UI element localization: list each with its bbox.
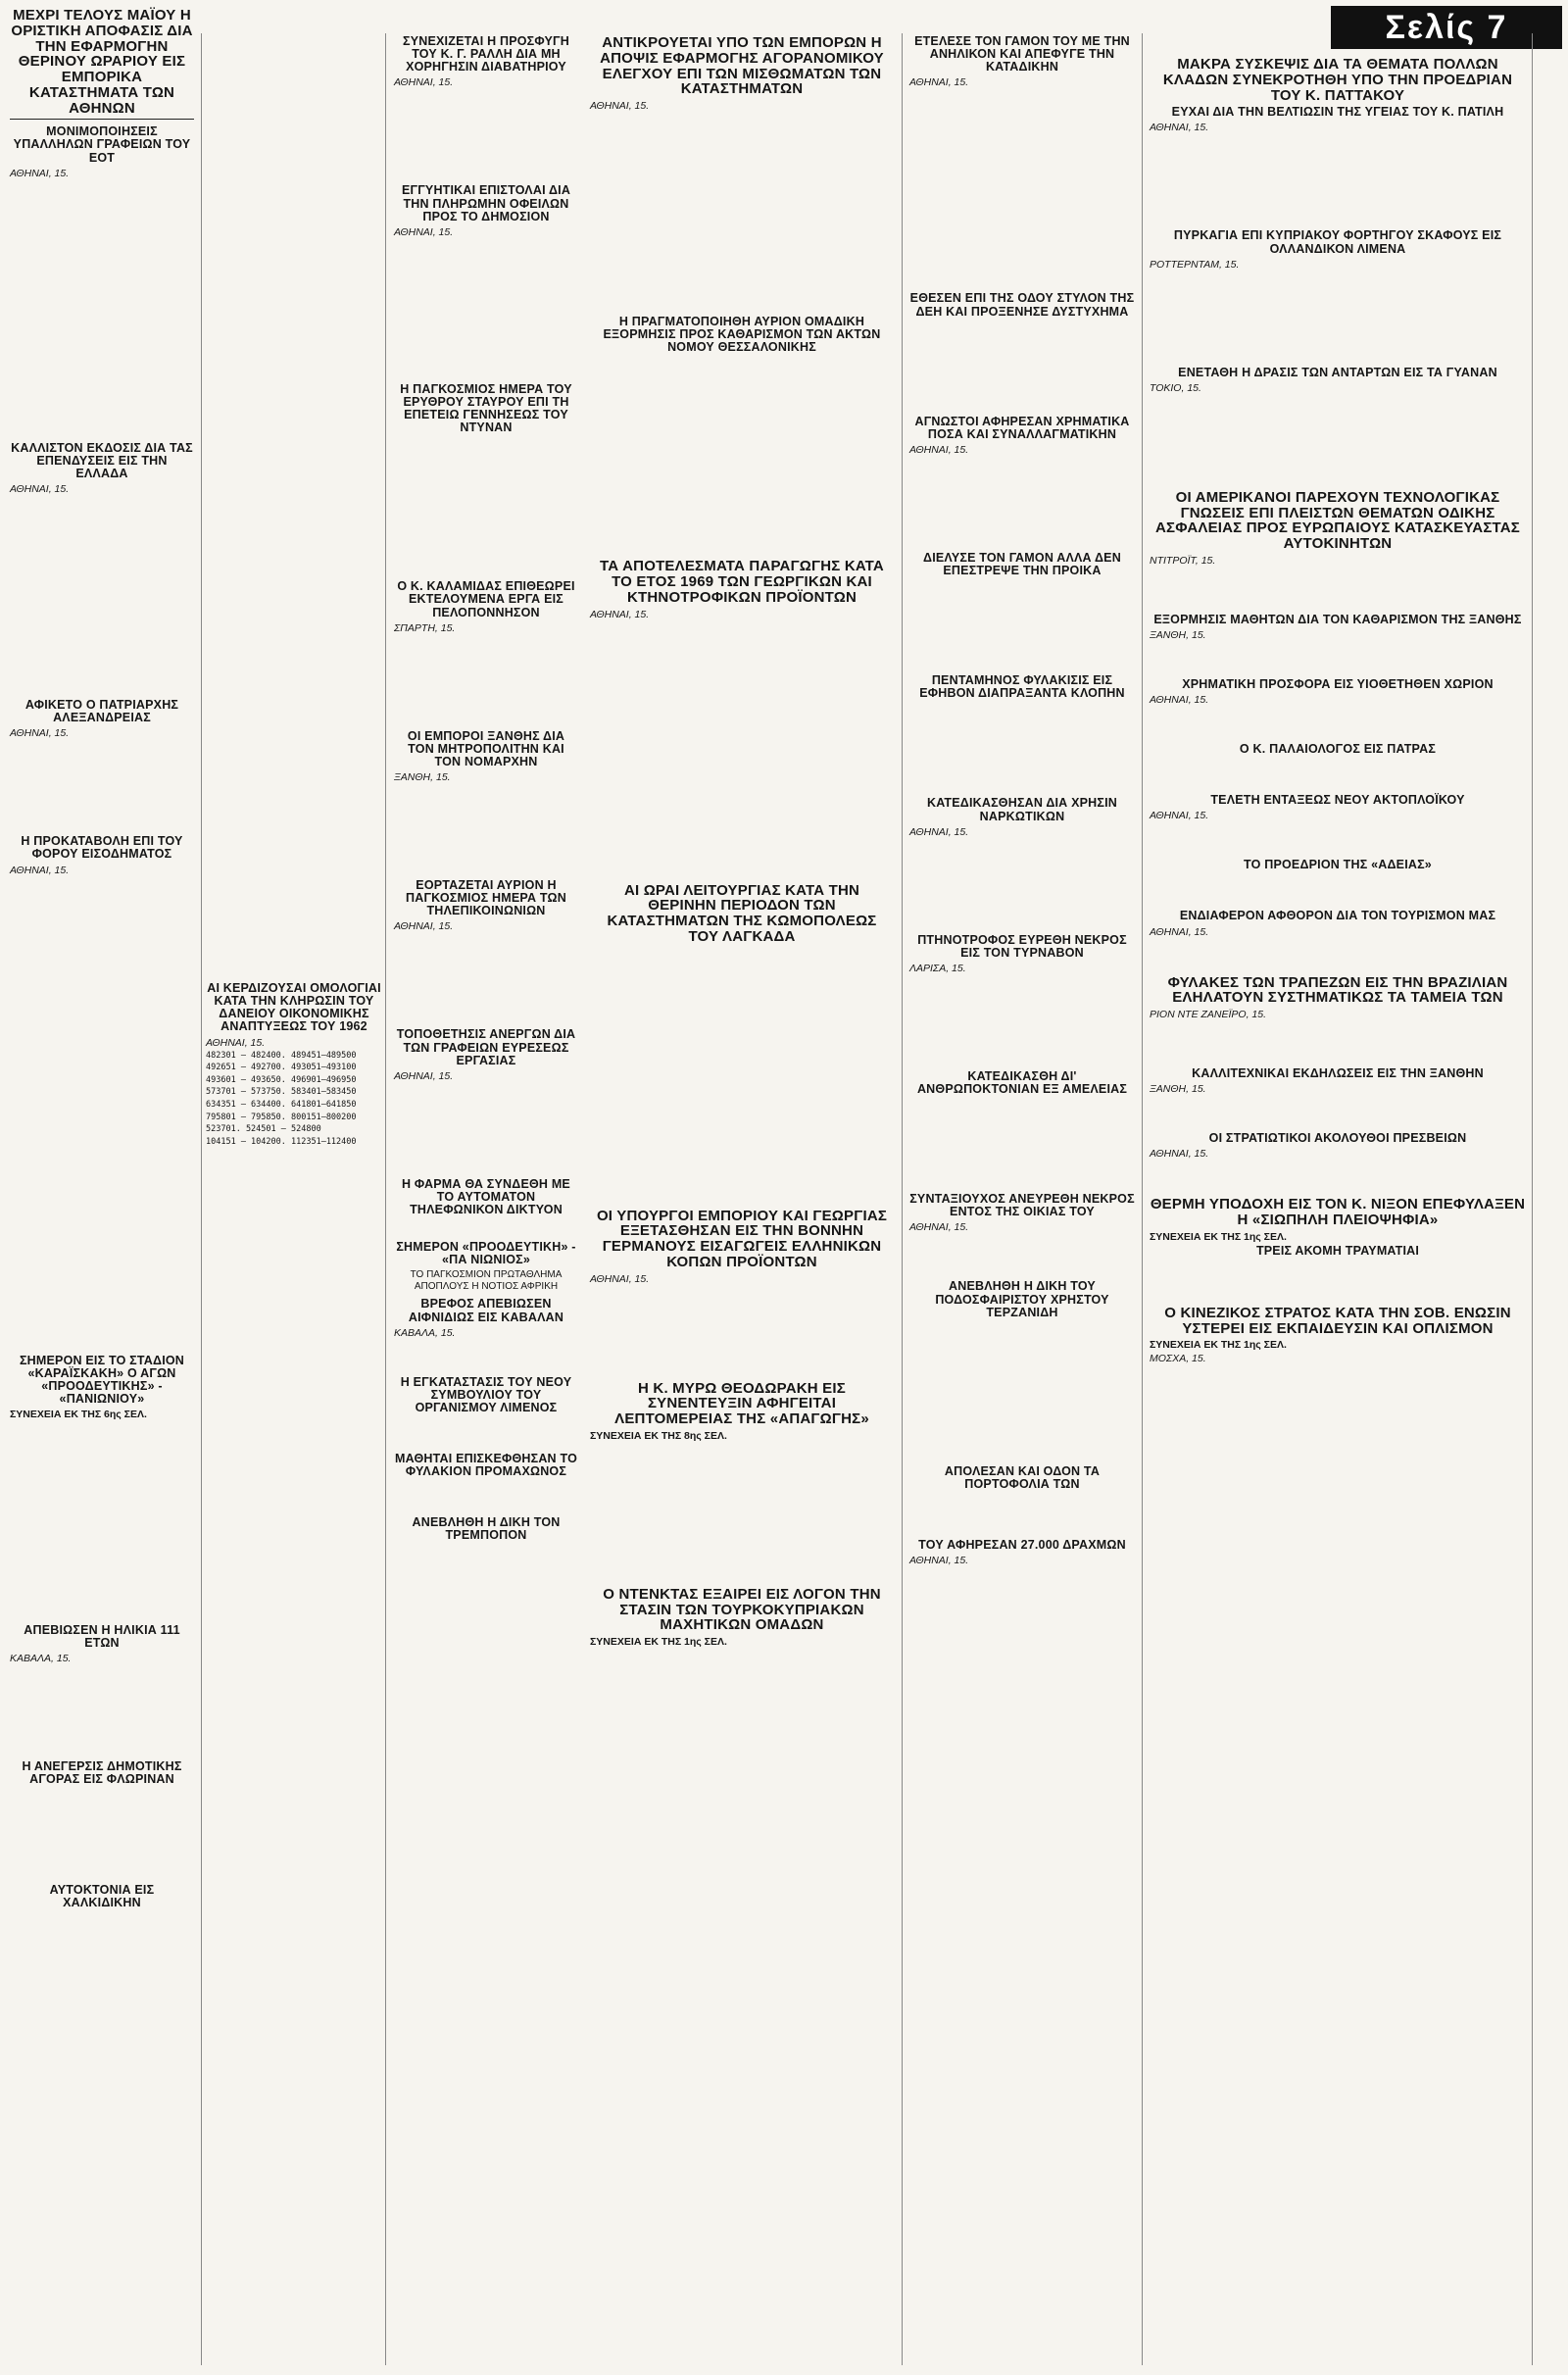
dateline: ΑΘΗΝΑΙ, 15.	[1150, 1148, 1209, 1161]
dateline: ΑΘΗΝΑΙ, 15.	[1150, 925, 1209, 938]
headline: ΑΓΝΩΣΤΟΙ ΑΦΗΡΕΣΑΝ ΧΡΗΜΑΤΙΚΑ ΠΟΣΑ ΚΑΙ ΣΥΝΑΛΛΑΓΜΑΤΙΚΗΝ	[914, 414, 1130, 441]
dateline: ΑΘΗΝΑΙ, 15.	[590, 100, 650, 112]
lottery-row: 104151 — 104200. 112351—112400	[206, 1136, 357, 1147]
headline: Ο ΚΙΝΕΖΙΚΟΣ ΣΤΡΑΤΟΣ ΚΑΤΑ ΤΗΝ ΣΟΒ. ΕΝΩΣΙΝ ΥΣΤΕΡΕΙ ΕΙΣ ΕΚΠΑΙΔΕΥΣΙΝ ΚΑΙ ΟΠΛΙΣΜΟΝ	[1164, 1304, 1511, 1337]
article-myro-theodoraki	[590, 1381, 894, 1581]
article-military-attaches	[1150, 1132, 1526, 1191]
headline: ΕΘΕΣΕΝ ΕΠΙ ΤΗΣ ΟΔΟΥ ΣΤΥΛΟΝ ΤΗΣ ΔΕΗ ΚΑΙ ΠΡΟΞΕΝΗΣΕ ΔΥΣΤΥΧΗΜΑ	[909, 291, 1135, 319]
headline: ΜΟΝΙΜΟΠΟΙΗΣΕΙΣ ΥΠΑΛΛΗΛΩΝ ΓΡΑΦΕΙΩΝ ΤΟΥ ΕΟΤ	[13, 124, 191, 165]
headline: Η ΦΑΡΜΑ ΘΑ ΣΥΝΔΕΘΗ ΜΕ ΤΟ ΑΥΤΟΜΑΤΟΝ ΤΗΛΕΦΩΝΙΚΟΝ ΔΙΚΤΥΟΝ	[402, 1176, 570, 1216]
article-eot-staff	[10, 125, 194, 435]
headline: ΤΟ ΠΡΟΕΔΡΙΟΝ ΤΗΣ «ΑΔΕΙΑΣ»	[1244, 858, 1432, 872]
article-trempopoulos	[394, 1516, 578, 1542]
headline: ΑΙ ΚΕΡΔΙΖΟΥΣΑΙ ΟΜΟΛΟΓΙΑΙ ΚΑΤΑ ΤΗΝ ΚΛΗΡΩΣΙΝ ΤΟΥ ΔΑΝΕΙΟΥ ΟΙΚΟΝΟΜΙΚΗΣ ΑΝΑΠΤΥΞΕΩΣ ΤΟΥ 1962	[207, 981, 381, 1034]
article-road-safety	[1150, 490, 1526, 608]
article-chinese-army	[1150, 1306, 1526, 1365]
headline: Η ΠΡΑΓΜΑΤΟΠΟΙΗΘΗ ΑΥΡΙΟΝ ΟΜΑΔΙΚΗ ΕΞΟΡΜΗΣΙΣ ΠΡΟΣ ΚΑΘΑΡΙΣΜΟΝ ΤΩΝ ΑΚΤΩΝ ΝΟΜΟΥ ΘΕΣΣΑΛΟΝΙΚΗΣ	[603, 315, 881, 355]
column-5	[1146, 55, 1530, 2367]
article-negligence	[909, 1070, 1135, 1187]
headline: ΜΑΘΗΤΑΙ ΕΠΙΣΚΕΦΘΗΣΑΝ ΤΟ ΦΥΛΑΚΙΟΝ ΠΡΟΜΑΧΩΝΟΣ	[394, 1452, 577, 1479]
continuation-note: ΣΥΝΕΧΕΙΑ ΕΚ ΤΗΣ 8ης ΣΕΛ.	[590, 1429, 727, 1442]
headline: ΤΟΥ ΑΦΗΡΕΣΑΝ 27.000 ΔΡΑΧΜΩΝ	[918, 1538, 1126, 1552]
headline: ΟΙ ΕΜΠΟΡΟΙ ΞΑΝΘΗΣ ΔΙΑ ΤΟΝ ΜΗΤΡΟΠΟΛΙΤΗΝ ΚΑΙ ΤΟΝ ΝΟΜΑΡΧΗΝ	[407, 728, 565, 768]
article-xanthi-arts	[1150, 1067, 1526, 1126]
column-3	[586, 33, 898, 2367]
article-palaiologos	[1150, 743, 1526, 788]
dateline: ΛΑΡΙΣΑ, 15.	[909, 962, 966, 974]
article-red-cross	[394, 383, 578, 575]
column-rule	[385, 33, 386, 2365]
headline: ΑΦΙΚΕΤΟ Ο ΠΑΤΡΙΑΡΧΗΣ ΑΛΕΞΑΝΔΡΕΙΑΣ	[24, 698, 179, 725]
headline: ΜΑΚΡΑ ΣΥΣΚΕΨΙΣ ΔΙΑ ΤΑ ΘΕΜΑΤΑ ΠΟΛΛΩΝ ΚΛΑΔΩΝ ΣΥΝΕΚΡΟΤΗΘΗ ΥΠΟ ΤΗΝ ΠΡΟΕΔΡΙΑΝ ΤΟΥ Κ. ΠΑΤΤΑΚΟΥ	[1162, 56, 1513, 104]
headline: Η ΠΡΟΚΑΤΑΒΟΛΗ ΕΠΙ ΤΟΥ ΦΟΡΟΥ ΕΙΣΟΔΗΜΑΤΟΣ	[21, 834, 183, 862]
headline: ΠΥΡΚΑΓΙΑ ΕΠΙ ΚΥΠΡΙΑΚΟΥ ΦΟΡΤΗΓΟΥ ΣΚΑΦΟΥΣ ΕΙΣ ΟΛΛΑΝΔΙΚΟΝ ΛΙΜΕΝΑ	[1173, 228, 1502, 256]
dateline: ΑΘΗΝΑΙ, 15.	[10, 864, 70, 876]
lottery-row: 492651 — 492700. 493051—493100	[206, 1063, 357, 1073]
dateline: ΑΘΗΝΑΙ, 15.	[206, 1036, 266, 1049]
lottery-row: 634351 — 634400. 641801—641850	[206, 1100, 357, 1110]
headline: Ο ΝΤΕΝΚΤΑΣ ΕΞΑΙΡΕΙ ΕΙΣ ΛΟΓΟΝ ΤΗΝ ΣΤΑΣΙΝ ΤΩΝ ΤΟΥΡΚΟΚΥΠΡΙΑΚΩΝ ΜΑΧΗΤΙΚΩΝ ΟΜΑΔΩΝ	[603, 1585, 881, 1634]
headline: ΑΝΕΒΛΗΘΗ Η ΔΙΚΗ ΤΟΝ ΤΡΕΜΠΟΠΟΝ	[412, 1515, 561, 1543]
article-brazil-guards	[1150, 975, 1526, 1063]
headline: Ο Κ. ΚΑΛΑΜΙΔΑΣ ΕΠΙΘΕΩΡΕΙ ΕΚΤΕΛΟΥΜΕΝΑ ΕΡΓΑ ΕΙΣ ΠΕΛΟΠΟΝΝΗΣΟΝ	[397, 579, 575, 619]
headline: ΚΑΤΕΔΙΚΑΣΘΗ ΔΙ' ΑΝΘΡΩΠΟΚΤΟΝΙΑΝ ΕΞ ΑΜΕΛΕΙΑΣ	[916, 1068, 1128, 1096]
article-wedding	[909, 35, 1135, 286]
article-guarantee-letters	[394, 184, 578, 376]
headline: Η Κ. ΜΥΡΩ ΘΕΟΔΩΡΑΚΗ ΕΙΣ ΣΥΝΕΝΤΕΥΞΙΝ ΑΦΗΓΕΙΤΑΙ ΛΕΠΤΟΜΕΡΕΙΑΣ ΤΗΣ «ΑΠΑΓΩΓΗΣ»	[614, 1379, 869, 1428]
dateline: ΡΙΟΝ ΝΤΕ ΖΑΝΕΪΡΟ, 15.	[1150, 1009, 1267, 1020]
article-wallets	[909, 1465, 1135, 1533]
column-rule	[1142, 33, 1143, 2365]
headline: ΚΑΛΛΙΤΕΧΝΙΚΑΙ ΕΚΔΗΛΩΣΕΙΣ ΕΙΣ ΤΗΝ ΞΑΝΘΗΝ	[1192, 1066, 1484, 1080]
headline: ΦΥΛΑΚΕΣ ΤΩΝ ΤΡΑΠΕΖΩΝ ΕΙΣ ΤΗΝ ΒΡΑΖΙΛΙΑΝ ΕΛΗΛΑΤΟΥΝ ΣΥΣΤΗΜΑΤΙΚΩΣ ΤΑ ΤΑΜΕΙΑ ΤΩΝ	[1167, 973, 1508, 1007]
dateline: ΑΘΗΝΑΙ, 15.	[10, 727, 70, 740]
continuation-note: ΣΥΝΕΧΕΙΑ ΕΚ ΤΗΣ 1ης ΣΕΛ.	[1150, 1230, 1287, 1243]
article-port-council	[394, 1376, 578, 1447]
headline: ΕΓΓΥΗΤΙΚΑΙ ΕΠΙΣΤΟΛΑΙ ΔΙΑ ΤΗΝ ΠΛΗΡΩΜΗΝ ΟΦΕΙΛΩΝ ΠΡΟΣ ΤΟ ΔΗΜΟΣΙΟΝ	[401, 183, 571, 223]
dateline: ΑΘΗΝΑΙ, 15.	[909, 1221, 969, 1234]
dateline: ΝΤΙΤΡΟΪΤ, 15.	[1150, 554, 1216, 567]
headline: ΕΝΕΤΑΘΗ Η ΔΡΑΣΙΣ ΤΩΝ ΑΝΤΑΡΤΩΝ ΕΙΣ ΤΑ ΓΥΑΝΑΝ	[1178, 365, 1497, 379]
dateline: ΑΘΗΝΑΙ, 15.	[1150, 122, 1209, 134]
headline: ΤΕΛΕΤΗ ΕΝΤΑΞΕΩΣ ΝΕΟΥ ΑΚΤΟΠΛΟΪΚΟΥ	[1210, 793, 1465, 808]
headline: ΑΠΕΒΙΩΣΕΝ Η ΗΛΙΚΙΑ 111 ΕΤΩΝ	[24, 1623, 180, 1651]
dateline: ΑΘΗΝΑΙ, 15.	[394, 920, 454, 933]
article-111-years	[10, 1624, 194, 1755]
dateline: ΑΘΗΝΑΙ, 15.	[590, 608, 650, 620]
dateline: ΑΘΗΝΑΙ, 15.	[10, 483, 70, 495]
headline: ΚΑΛΛΙΣΤΟΝ ΕΚΔΟΣΙΣ ΔΙΑ ΤΑΣ ΕΠΕΝΔΥΣΕΙΣ ΕΙΣ ΤΗΝ ΕΛΛΑΔΑ	[11, 440, 193, 480]
subheadline: ΣΗΜΕΡΟΝ «ΠΡΟΟΔΕΥΤΙΚΗ» - «ΠΑ ΝΙΩΝΙΟΣ»	[396, 1240, 576, 1267]
headline: ΕΤΕΛΕΣΕ ΤΟΝ ΓΑΜΟΝ ΤΟΥ ΜΕ ΤΗΝ ΑΝΗΛΙΚΟΝ ΚΑΙ ΑΠΕΦΥΓΕ ΤΗΝ ΚΑΤΑΔΙΚΗΝ	[914, 34, 1130, 74]
lottery-row: 482301 — 482400. 489451—489500	[206, 1050, 357, 1061]
article-guiana	[1150, 367, 1526, 484]
continuation-note: ΣΥΝΕΧΕΙΑ ΕΚ ΤΗΣ 1ης ΣΕΛ.	[1150, 1339, 1287, 1352]
dateline: ΡΟΤΤΕΡΝΤΑΜ, 15.	[1150, 258, 1240, 271]
article-german-imports	[590, 1209, 894, 1375]
column-rule	[902, 33, 903, 2365]
dateline: ΤΟΚΙΟ, 15.	[1150, 381, 1201, 394]
article-terzanidis	[909, 1280, 1135, 1459]
dateline: ΑΘΗΝΑΙ, 15.	[394, 76, 454, 89]
article-kavala-infant	[394, 1298, 578, 1369]
dateline: ΑΘΗΝΑΙ, 15.	[394, 1069, 454, 1082]
column-1	[6, 6, 198, 2367]
headline: ΤΟΠΟΘΕΤΗΣΙΣ ΑΝΕΡΓΩΝ ΔΙΑ ΤΩΝ ΓΡΑΦΕΙΩΝ ΕΥΡΕΣΕΩΣ ΕΡΓΑΣΙΑΣ	[396, 1027, 576, 1067]
subheadline: ΤΡΕΙΣ ΑΚΟΜΗ ΤΡΑΥΜΑΤΙΑΙ	[1255, 1243, 1420, 1258]
column-rule	[1532, 33, 1533, 2365]
headline: ΠΕΝΤΑΜΗΝΟΣ ΦΥΛΑΚΙΣΙΣ ΕΙΣ ΕΦΗΒΟΝ ΔΙΑΠΡΑΞΑΝΤΑ ΚΛΟΠΗΝ	[919, 673, 1125, 701]
headline: ΠΤΗΝΟΤΡΟΦΟΣ ΕΥΡΕΘΗ ΝΕΚΡΟΣ ΕΙΣ ΤΟΝ ΤΥΡΝΑΒΟΝ	[917, 932, 1127, 960]
headline: ΕΝΔΙΑΦΕΡΟΝ ΑΦΘΟΡΟΝ ΔΙΑ ΤΟΝ ΤΟΥΡΙΣΜΟΝ ΜΑΣ	[1179, 909, 1496, 923]
lottery-box	[206, 980, 382, 1150]
headline: ΟΙ ΥΠΟΥΡΓΟΙ ΕΜΠΟΡΙΟΥ ΚΑΙ ΓΕΩΡΓΙΑΣ ΕΞΕΤΑΣΘΗΣΑΝ ΕΙΣ ΤΗΝ ΒΟΝΝΗΝ ΓΕΡΜΑΝΟΥΣ ΕΙΣΑΓΩΓΕΙΣ ΕΛΛΗΝΙΚΩΝ ΚΟΠΩΝ ΠΡΟΪΟΝΤΩΝ	[596, 1207, 888, 1270]
dateline: ΑΘΗΝΑΙ, 15.	[909, 1555, 969, 1567]
headline: ΑΝΕΒΛΗΘΗ Η ΔΙΚΗ ΤΟΥ ΠΟΔΟΣΦΑΙΡΙΣΤΟΥ ΧΡΗΣΤΟΥ ΤΕΡΖΑΝΙΔΗ	[935, 1279, 1109, 1319]
article-xanthi-students	[1150, 614, 1526, 672]
headline: ΜΕΧΡΙ ΤΕΛΟΥΣ ΜΑΪΟΥ Η ΟΡΙΣΤΙΚΗ ΑΠΟΦΑΣΙΣ ΔΙΑ ΤΗΝ ΕΦΑΡΜΟΓΗΝ ΘΕΡΙΝΟΥ ΩΡΑΡΙΟΥ ΕΙΣ ΕΜΠΟΡΙΚΑ ΚΑΤΑΣΤΗΜΑΤΑ ΤΩΝ ΑΘΗΝΩΝ	[11, 7, 193, 117]
headline: ΣΥΝΤΑΞΙΟΥΧΟΣ ΑΝΕΥΡΕΘΗ ΝΕΚΡΟΣ ΕΝΤΟΣ ΤΗΣ ΟΙΚΙΑΣ ΤΟΥ	[909, 1192, 1135, 1219]
article-telecom-day	[394, 879, 578, 1022]
dateline: ΚΑΒΑΛΑ, 15.	[10, 1653, 72, 1665]
headline: Η ΑΝΕΓΕΡΣΙΣ ΔΗΜΟΤΙΚΗΣ ΑΓΟΡΑΣ ΕΙΣ ΦΛΩΡΙΝΑΝ	[22, 1759, 182, 1787]
continuation-note: ΣΥΝΕΧΕΙΑ ΕΚ ΤΗΣ 6ης ΣΕΛ.	[10, 1409, 147, 1420]
article-stolen-money	[909, 416, 1135, 546]
dateline: ΞΑΝΘΗ, 15.	[1150, 628, 1206, 641]
article-dowry	[909, 552, 1135, 668]
article-pattakos-meeting	[1150, 57, 1526, 223]
article-27000	[909, 1539, 1135, 1566]
headline: ΟΙ ΣΤΡΑΤΙΩΤΙΚΟΙ ΑΚΟΛΟΥΘΟΙ ΠΡΕΣΒΕΙΩΝ	[1208, 1131, 1467, 1146]
article-halkidiki	[10, 1884, 194, 1909]
headline: ΑΠΟΛΕΣΑΝ ΚΑΙ ΟΔΟΝ ΤΑ ΠΟΡΤΟΦΟΛΙΑ ΤΩΝ	[944, 1463, 1101, 1491]
article-dei-pole	[909, 292, 1135, 409]
article-football	[10, 1355, 194, 1619]
dateline: ΑΘΗΝΑΙ, 15.	[1150, 694, 1209, 706]
article-students-visit	[394, 1453, 578, 1510]
article-tourism	[1150, 910, 1526, 968]
dateline: ΑΘΗΝΑΙ, 15.	[1150, 810, 1209, 822]
article-cypriot-ship	[1150, 229, 1526, 360]
lottery-row: 493601 — 493650. 496901—496950	[206, 1074, 357, 1085]
headline: Η ΠΑΓΚΟΣΜΙΟΣ ΗΜΕΡΑ ΤΟΥ ΕΡΥΘΡΟΥ ΣΤΑΥΡΟΥ ΕΠΙ ΤΗ ΕΠΕΤΕΙΩ ΓΕΝΝΗΣΕΩΣ ΤΟΥ ΝΤΥΝΑΝ	[400, 381, 572, 435]
article-adeia	[1150, 859, 1526, 904]
dateline: ΞΑΝΘΗ, 15.	[394, 771, 451, 783]
article-beach-cleanup	[590, 316, 894, 553]
lottery-number-list	[206, 1051, 382, 1148]
article-nixon	[1150, 1197, 1526, 1300]
headline: ΟΙ ΑΜΕΡΙΚΑΝΟΙ ΠΑΡΕΧΟΥΝ ΤΕΧΝΟΛΟΓΙΚΑΣ ΓΝΩΣΕΙΣ ΕΠΙ ΠΛΕΙΣΤΩΝ ΘΕΜΑΤΩΝ ΟΔΙΚΗΣ ΑΣΦΑΛΕΙΑΣ ΠΡΟΣ ΕΥΡΩΠΑΙΟΥΣ ΚΑΤΑΣΚΕΥΑΣΤΑΣ ΑΥΤΟΚΙΝΗΤΩΝ	[1154, 488, 1521, 552]
article-kalamidas	[394, 580, 578, 723]
article-coastal-ship	[1150, 794, 1526, 853]
dateline: ΑΘΗΝΑΙ, 15.	[909, 443, 969, 456]
headline: ΑΥΤΟΚΤΟΝΙΑ ΕΙΣ ΧΑΛΚΙΔΙΚΗΝ	[49, 1882, 155, 1909]
article-patriarch	[10, 699, 194, 829]
subheadline: ΤΟ ΠΑΓΚΟΣΜΙΟΝ ΠΡΩΤΑΘΛΗΜΑ	[410, 1269, 563, 1281]
headline: ΕΟΡΤΑΖΕΤΑΙ ΑΥΡΙΟΝ Η ΠΑΓΚΟΣΜΙΟΣ ΗΜΕΡΑ ΤΩΝ ΤΗΛΕΠΙΚΟΙΝΩΝΙΩΝ	[406, 878, 566, 918]
dateline: ΜΟΣΧΑ, 15.	[1150, 1353, 1206, 1365]
dateline: ΑΘΗΝΑΙ, 15.	[10, 167, 70, 179]
headline: Ο Κ. ΠΑΛΑΙΟΛΟΓΟΣ ΕΙΣ ΠΑΤΡΑΣ	[1239, 742, 1437, 756]
subheadline: ΕΥΧΑΙ ΔΙΑ ΤΗΝ ΒΕΛΤΙΩΣΙΝ ΤΗΣ ΥΓΕΙΑΣ ΤΟΥ Κ. ΠΑΤΙΛΗ	[1171, 105, 1504, 120]
dateline: ΑΘΗΝΑΙ, 15.	[909, 825, 969, 838]
article-tyrnavos	[909, 934, 1135, 1064]
headline: ΤΑ ΑΠΟΤΕΛΕΣΜΑΤΑ ΠΑΡΑΓΩΓΗΣ ΚΑΤΑ ΤΟ ΕΤΟΣ 1969 ΤΩΝ ΓΕΩΡΓΙΚΩΝ ΚΑΙ ΚΤΗΝΟΤΡΟΦΙΚΩΝ ΠΡΟΪΟΝΤΩΝ	[600, 558, 884, 606]
dateline: ΚΑΒΑΛΑ, 15.	[394, 1326, 456, 1339]
headline: ΔΙΕΛΥΣΕ ΤΟΝ ΓΑΜΟΝ ΑΛΛΑ ΔΕΝ ΕΠΕΣΤΡΕΨΕ ΤΗΝ ΠΡΟΙΚΑ	[923, 550, 1121, 577]
headline: ΕΞΟΡΜΗΣΙΣ ΜΑΘΗΤΩΝ ΔΙΑ ΤΟΝ ΚΑΘΑΡΙΣΜΟΝ ΤΗΣ ΞΑΝΘΗΣ	[1153, 612, 1522, 626]
article-langadas-hours	[590, 883, 894, 1203]
article-income-tax	[10, 835, 194, 1348]
article-summer-hours	[10, 8, 194, 120]
headline: ΧΡΗΜΑΤΙΚΗ ΠΡΟΣΦΟΡΑ ΕΙΣ ΥΙΟΘΕΤΗΘΕΝ ΧΩΡΙΟΝ	[1182, 676, 1494, 691]
headline: ΚΑΤΕΔΙΚΑΣΘΗΣΑΝ ΔΙΑ ΧΡΗΣΙΝ ΝΑΡΚΩΤΙΚΩΝ	[927, 796, 1117, 823]
headline: ΑΙ ΩΡΑΙ ΛΕΙΤΟΥΡΓΙΑΣ ΚΑΤΑ ΤΗΝ ΘΕΡΙΝΗΝ ΠΕΡΙΟΔΟΝ ΤΩΝ ΚΑΤΑΣΤΗΜΑΤΩΝ ΤΗΣ ΚΩΜΟΠΟΛΕΩΣ ΤΟΥ ΛΑΓΚΑΔΑ	[607, 881, 877, 945]
article-shop-rents	[590, 35, 894, 310]
column-2	[390, 33, 582, 2367]
article-juvenile-theft	[909, 674, 1135, 791]
dateline: ΑΘΗΝΑΙ, 15.	[590, 1272, 650, 1285]
lottery-row: 523701. 524501 — 524800	[206, 1124, 321, 1135]
headline: ΣΗΜΕΡΟΝ ΕΙΣ ΤΟ ΣΤΑΔΙΟΝ «ΚΑΡΑΪΣΚΑΚΗ» Ο ΑΓΩΝ «ΠΡΟΟΔΕΥΤΙΚΗΣ» - «ΠΑΝΙΩΝΙΟΥ»	[19, 1353, 185, 1406]
headline: ΣΥΝΕΧΙΖΕΤΑΙ Η ΠΡΟΣΦΥΓΗ ΤΟΥ Κ. Γ. ΡΑΛΛΗ ΔΙΑ ΜΗ ΧΟΡΗΓΗΣΙΝ ΔΙΑΒΑΤΗΡΙΟΥ	[403, 34, 569, 74]
article-narcotics	[909, 797, 1135, 927]
dateline: ΞΑΝΘΗ, 15.	[1150, 1083, 1206, 1096]
dateline: ΑΘΗΝΑΙ, 15.	[394, 225, 454, 238]
headline: ΘΕΡΜΗ ΥΠΟΔΟΧΗ ΕΙΣ ΤΟΝ Κ. ΝΙΞΟΝ ΕΠΕΦΥΛΑΞΕΝ Η «ΣΙΩΠΗΛΗ ΠΛΕΙΟΨΗΦΙΑ»	[1150, 1196, 1526, 1228]
lottery-row: 573701 — 573750. 583401—583450	[206, 1087, 357, 1098]
article-florina-market	[10, 1760, 194, 1877]
article-adopted-village	[1150, 678, 1526, 737]
headline: ΒΡΕΦΟΣ ΑΠΕΒΙΩΣΕΝ ΑΙΦΝΙΔΙΩΣ ΕΙΣ ΚΑΒΑΛΑΝ	[408, 1297, 564, 1324]
continuation-note: ΣΥΝΕΧΕΙΑ ΕΚ ΤΗΣ 1ης ΣΕΛ.	[590, 1636, 727, 1649]
article-production-1969	[590, 559, 894, 876]
subheadline: ΑΠΟΠΛΟΥΣ Η ΝΟΤΙΟΣ ΑΦΡΙΚΗ	[414, 1281, 559, 1293]
article-farsala-phone	[394, 1178, 578, 1293]
headline: Η ΕΓΚΑΤΑΣΤΑΣΙΣ ΤΟΥ ΝΕΟΥ ΣΥΜΒΟΥΛΙΟΥ ΤΟΥ ΟΡΓΑΝΙΣΜΟΥ ΛΙΜΕΝΟΣ	[400, 1374, 572, 1414]
column-rule	[201, 33, 202, 2365]
article-xanthi-merchants	[394, 730, 578, 873]
column-4	[906, 33, 1139, 2367]
page-number-label: Σελίς 7	[1331, 6, 1562, 49]
dateline: ΑΘΗΝΑΙ, 15.	[909, 76, 969, 89]
article-denktas	[590, 1587, 894, 1648]
dateline: ΣΠΑΡΤΗ, 15.	[394, 621, 456, 634]
article-rallis	[394, 35, 578, 178]
lottery-row: 795801 — 795850. 800151—800200	[206, 1112, 357, 1122]
article-pensioner	[909, 1193, 1135, 1274]
article-investments	[10, 442, 194, 693]
article-unemployed	[394, 1028, 578, 1171]
headline: ΑΝΤΙΚΡΟΥΕΤΑΙ ΥΠΟ ΤΩΝ ΕΜΠΟΡΩΝ Η ΑΠΟΨΙΣ ΕΦΑΡΜΟΓΗΣ ΑΓΟΡΑΝΟΜΙΚΟΥ ΕΛΕΓΧΟΥ ΕΠΙ ΤΩΝ ΜΙΣΘΩΜΑΤΩΝ ΤΩΝ ΚΑΤΑΣΤΗΜΑΤΩΝ	[600, 34, 884, 98]
